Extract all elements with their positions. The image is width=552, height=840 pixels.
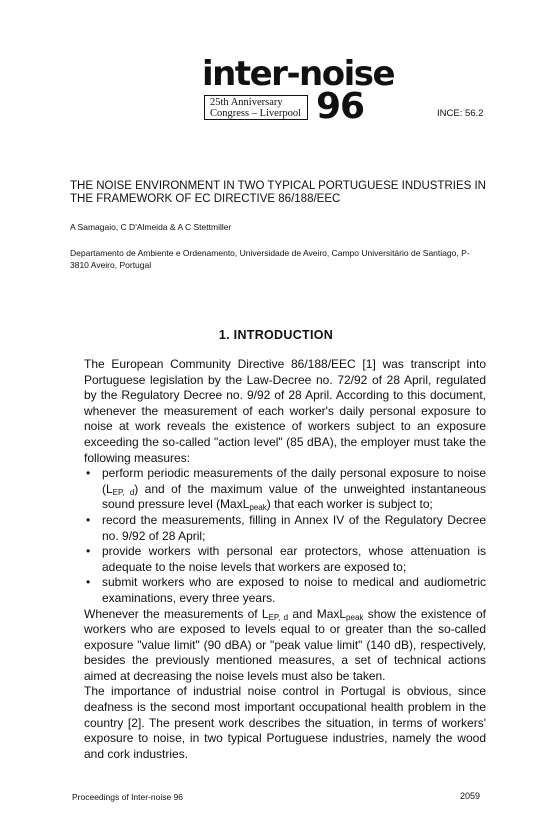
anniversary-line-2: Congress – Liverpool <box>210 108 301 119</box>
conference-logo <box>200 54 395 128</box>
bullet-1-text-c: ) that each worker is subject to; <box>266 497 433 512</box>
body-text <box>84 357 486 762</box>
bullet-1-text-a: perform periodic measurements of the daily personal exposure to noise (L <box>102 466 486 496</box>
para-2-text-b: and MaxL <box>288 606 347 621</box>
paper-affiliation: Departamento de Ambiente e Ordenamento, Universidade de Aveiro, Campo Universitário de Santiago, P-3810 Aveiro, Portugal <box>70 248 470 270</box>
paragraph-3: The importance of industrial noise control in Portugal is obvious, since deafness is the second most important occupational health problem in the country [2]. The present work describes the situation, in terms of workers' exposure to noise, in two typical Portuguese industries, namely the wood and cork industries. <box>84 684 486 761</box>
anniversary-line-1: 25th Anniversary <box>210 97 283 108</box>
paper-authors: A Samagaio, C D'Almeida & A C Stettmiller <box>70 222 232 232</box>
logo-year: 96 <box>316 86 365 127</box>
subscript-peak: peak <box>249 503 267 513</box>
subscript-lep: EP, d <box>112 487 135 497</box>
para-2-text-a: Whenever the measurements of L <box>84 606 269 621</box>
page-number: 2059 <box>460 791 481 801</box>
bullet-1-text-b: ) and of the maximum value of the unweighted instantaneous sound pressure level (MaxL <box>102 481 486 512</box>
list-item: • submit workers who are exposed to noise to medical and audiometric examinations, every three years. <box>102 575 486 606</box>
logo-wordmark: inter-noise <box>202 54 395 94</box>
list-item <box>102 466 486 513</box>
paragraph-1: The European Community Directive 86/188/EEC [1] was transcript into Portuguese legislation by the Law-Decree no. 72/92 of 28 April, regulated by the Regulatory Decree no. 9/92 of 28 April. According to this document, whenever the measurement of each worker's daily personal exposure to noise at work reveals the existence of workers subject to an exposure exceeding the so-called "action level" (85 dBA), the employer must take the following measures: <box>84 357 486 465</box>
measures-list <box>84 466 486 606</box>
paragraph-2 <box>84 607 486 685</box>
paper-title: THE NOISE ENVIRONMENT IN TWO TYPICAL PORTUGUESE INDUSTRIES IN THE FRAMEWORK OF EC DIRECTIVE 86/188/EEC <box>70 180 486 205</box>
anniversary-box <box>204 95 308 120</box>
list-item: • record the measurements, filling in Annex IV of the Regulatory Decree no. 9/92 of 28 April; <box>102 513 486 544</box>
subscript-peak: peak <box>346 612 364 622</box>
ince-code: INCE: 56.2 <box>437 108 484 119</box>
para-2-text-c: show the existence of workers who are exposed to levels equal to or greater than the so-called exposure "value limit" (90 dBA) or "peak value limit" (140 dB), respectively, besides the previously mentioned measures, a set of technical actions aimed at decreasing the noise levels must also be taken. <box>84 606 486 683</box>
proceedings-footer: Proceedings of Inter-noise 96 <box>72 792 184 802</box>
list-item: • provide workers with personal ear protectors, whose attenuation is adequate to the noise levels that workers are exposed to; <box>102 544 486 575</box>
section-heading: 1. INTRODUCTION <box>218 328 334 342</box>
subscript-lep: EP, d <box>268 612 289 622</box>
